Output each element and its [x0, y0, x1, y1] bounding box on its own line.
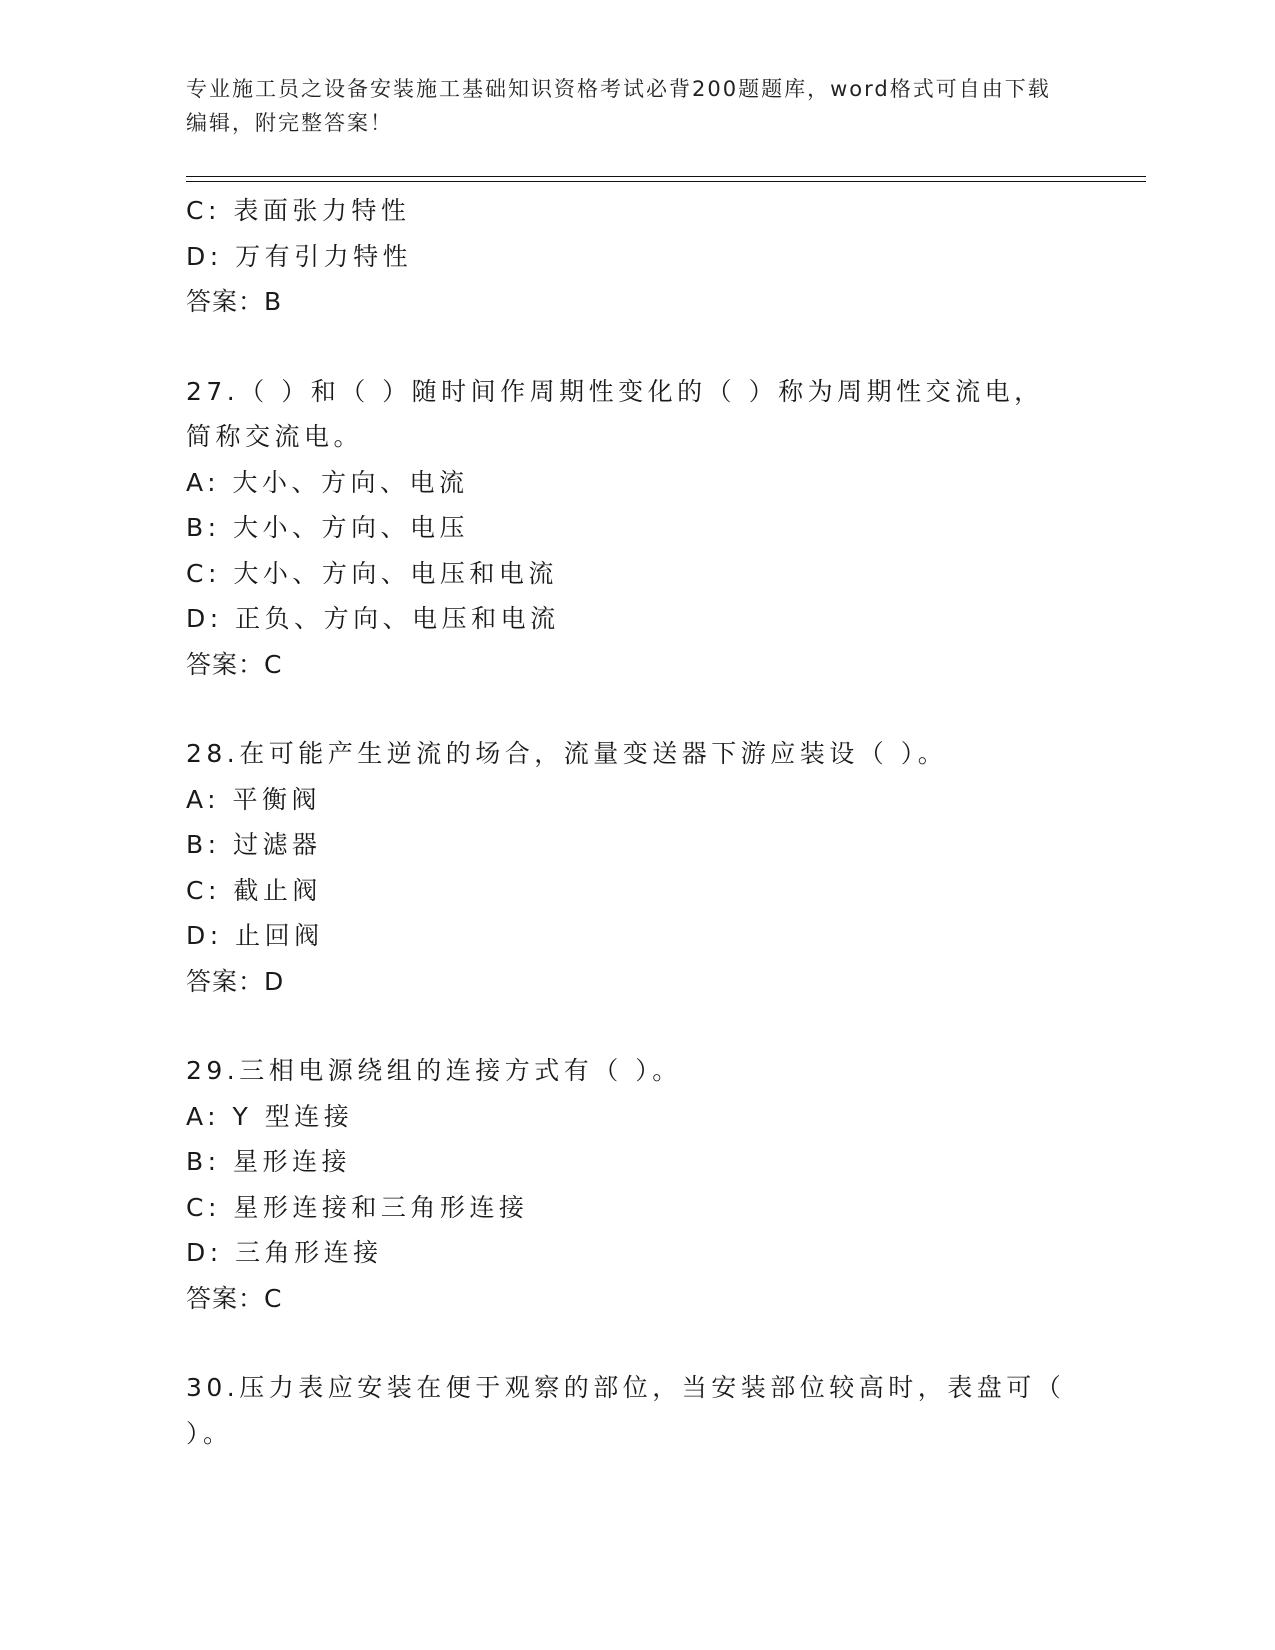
option-d: D: 正负、方向、电压和电流 [186, 604, 560, 633]
question-stem: 30.压力表应安装在便于观察的部位，当安装部位较高时，表盘可（ ）。 [186, 1373, 1066, 1448]
option-a: A: 平衡阀 [186, 784, 322, 814]
answer-line: 答案：C [186, 1283, 283, 1313]
question-30 [186, 1365, 1086, 1456]
question-stem: 27.（ ）和（ ）随时间作周期性变化的（ ）称为周期性交流电，简称交流电。 [186, 376, 1044, 451]
option-c: C: 表面张力特性 [186, 196, 411, 225]
option-d: D: 三角形连接 [186, 1238, 383, 1267]
option-b: B: 大小、方向、电压 [186, 513, 470, 542]
option-c: C: 截止阀 [186, 875, 322, 905]
question-stem: 29.三相电源绕组的连接方式有（ ）。 [186, 1056, 682, 1085]
question-29 [186, 1048, 1086, 1321]
option-c: C: 大小、方向、电压和电流 [186, 558, 558, 588]
header-divider-top [186, 176, 1146, 177]
document-header [186, 72, 1066, 140]
question-27 [186, 369, 1086, 688]
answer-line: 答案：C [186, 649, 283, 679]
question-fragment [186, 188, 1086, 325]
option-d: D: 万有引力特性 [186, 241, 413, 271]
option-a: A: 大小、方向、电流 [186, 467, 469, 497]
header-title: 专业施工员之设备安装施工基础知识资格考试必背200题题库，word格式可自由下载编辑，附完整答案！ [186, 77, 1051, 135]
answer-line: 答案：D [186, 966, 285, 996]
question-28 [186, 731, 1086, 1004]
question-stem: 28.在可能产生逆流的场合，流量变送器下游应装设（ ）。 [186, 739, 948, 768]
option-a: A: Y 型连接 [186, 1101, 354, 1131]
option-b: B: 星形连接 [186, 1147, 352, 1176]
option-d: D: 止回阀 [186, 921, 324, 950]
document-body [186, 188, 1086, 1456]
option-b: B: 过滤器 [186, 830, 322, 859]
option-c: C: 星形连接和三角形连接 [186, 1192, 529, 1222]
answer-line: 答案：B [186, 287, 283, 316]
header-divider-bottom [186, 181, 1146, 182]
